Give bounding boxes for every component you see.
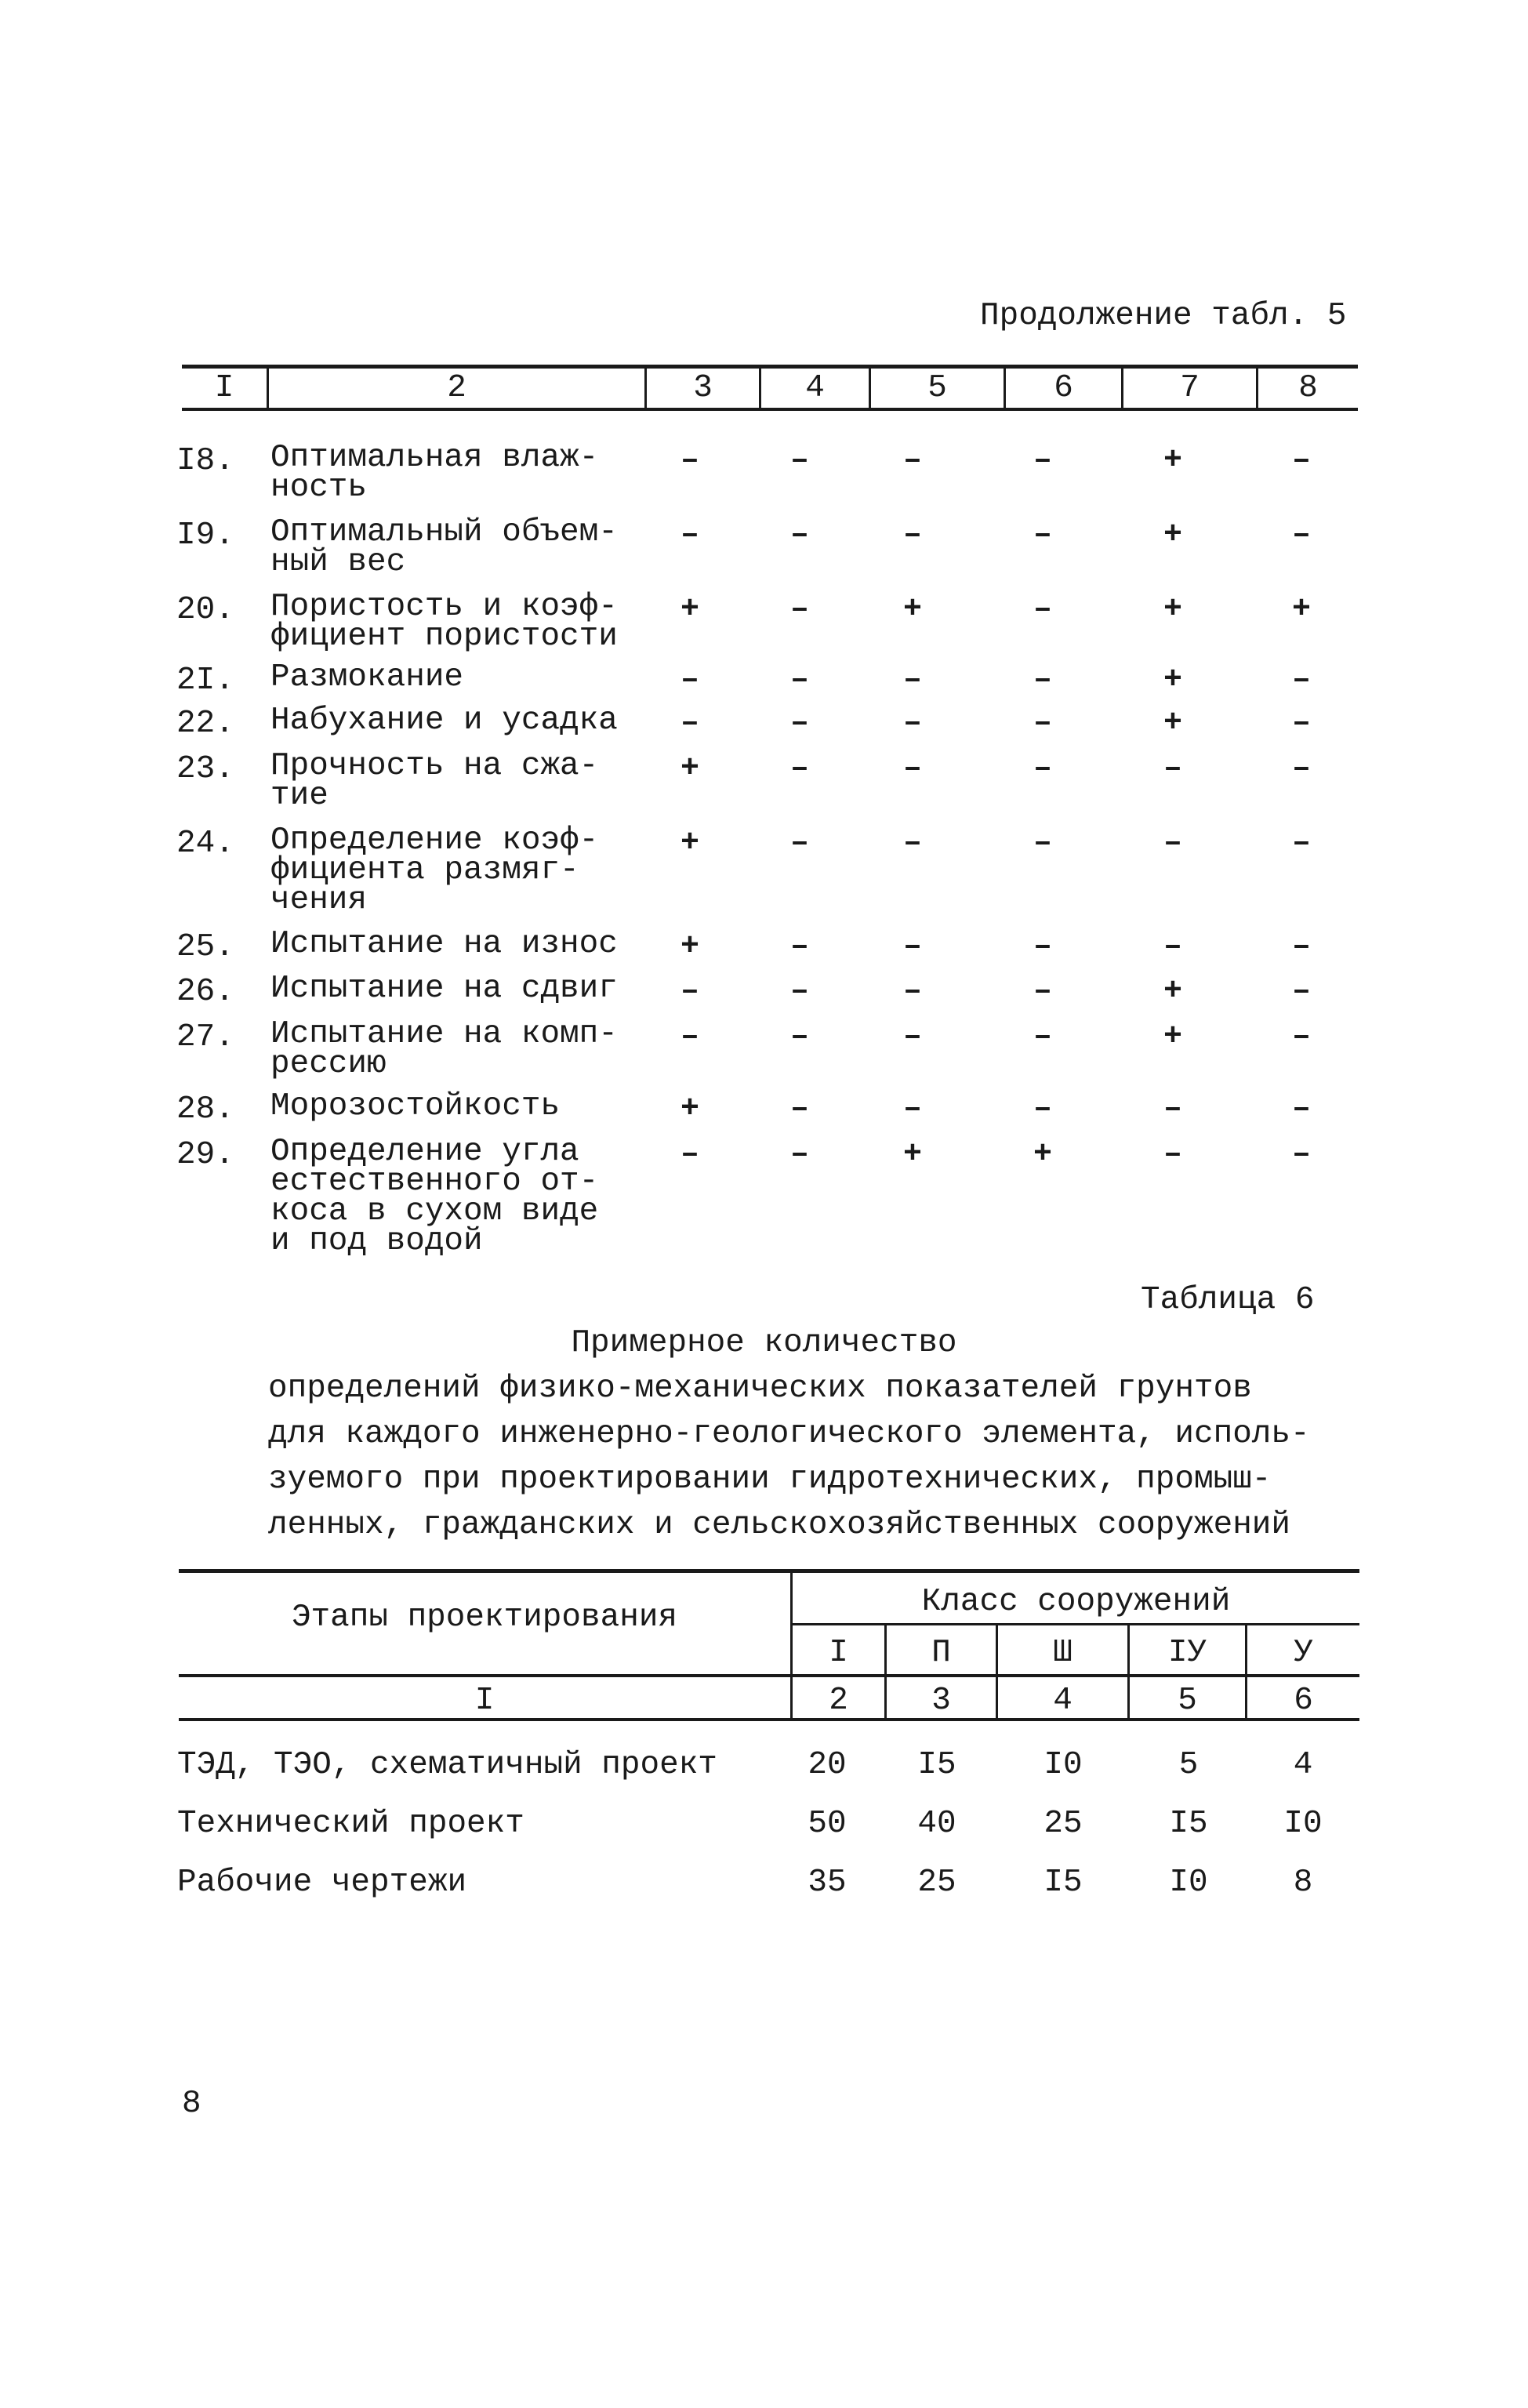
row-mark: – (1033, 443, 1052, 478)
row-mark: – (902, 929, 922, 964)
table5-col-header: 4 (805, 370, 825, 406)
row-mark: – (789, 518, 809, 553)
row-text: Испытание на износ (270, 926, 618, 962)
table6-value: 25 (917, 1865, 956, 1901)
row-mark: + (1033, 1137, 1052, 1172)
row-mark: – (902, 1019, 922, 1055)
table6-class-rule (790, 1623, 1359, 1625)
row-mark: – (680, 1019, 699, 1055)
row-mark: + (902, 1137, 922, 1172)
row-text: Определение угла естественного от- коса в сухом виде и под водой (270, 1134, 599, 1259)
row-mark: – (1033, 1091, 1052, 1127)
table6-subtitle-line: ленных, гражданских и сельскохозяйственных сооружений (268, 1507, 1291, 1543)
row-text: Прочность на сжа- тие (270, 748, 599, 814)
row-text: Определение коэф- фициента размяг- чения (270, 823, 599, 918)
row-mark: – (680, 518, 699, 553)
table6-num-header: 5 (1178, 1683, 1197, 1719)
table6-value: I5 (1169, 1806, 1208, 1842)
row-mark: – (789, 1137, 809, 1172)
table6-num-header: 4 (1053, 1683, 1073, 1719)
table6-stage-header: Этапы проектирования (291, 1600, 678, 1636)
table5-top-rule (182, 365, 1358, 369)
row-mark: – (1291, 706, 1311, 741)
row-mark: + (1163, 592, 1182, 627)
row-mark: – (1291, 1019, 1311, 1055)
row-mark: – (1291, 929, 1311, 964)
table6-class-col: Ш (1053, 1635, 1073, 1671)
row-mark: – (1291, 826, 1311, 861)
table6-num-header: 2 (829, 1683, 848, 1719)
row-text: Пористость и коэф- фициент пористости (270, 589, 618, 655)
row-mark: – (789, 1019, 809, 1055)
row-mark: – (680, 663, 699, 698)
table6-subtitle-line: определений физико-механических показателей грунтов (268, 1371, 1252, 1407)
row-mark: – (680, 706, 699, 741)
table6-stage: Рабочие чертежи (177, 1865, 467, 1901)
row-mark: – (1163, 929, 1182, 964)
row-mark: + (1163, 1019, 1182, 1055)
table6-class-col: У (1294, 1635, 1313, 1671)
row-text: Набухание и усадка (270, 703, 618, 739)
table6-value: I5 (917, 1747, 956, 1783)
row-mark: – (1291, 443, 1311, 478)
row-mark: – (680, 974, 699, 1009)
table5-col-header: 8 (1298, 370, 1318, 406)
table5-col-header: 2 (447, 370, 466, 406)
table6-subtitle-line: для каждого инженерно-геологического элемента, исполь- (268, 1416, 1310, 1452)
row-number: 24. (176, 826, 234, 862)
table6-value: 25 (1043, 1806, 1083, 1842)
row-number: 27. (176, 1019, 234, 1055)
row-mark: – (1291, 751, 1311, 786)
table5-col-header: I (214, 370, 234, 406)
row-mark: – (902, 974, 922, 1009)
table6-stage: Технический проект (177, 1806, 524, 1842)
row-mark: + (680, 826, 699, 861)
row-mark: – (789, 751, 809, 786)
table6-class-col: I (829, 1635, 848, 1671)
row-text: Оптимальная влаж- ность (270, 440, 599, 506)
row-number: 2I. (176, 663, 234, 699)
table6-class-col: П (931, 1635, 951, 1671)
row-mark: – (902, 663, 922, 698)
row-mark: – (1291, 518, 1311, 553)
row-mark: + (680, 592, 699, 627)
table6-value: 4 (1293, 1747, 1313, 1783)
row-mark: – (1033, 929, 1052, 964)
table6-value: 20 (808, 1747, 847, 1783)
row-mark: – (789, 826, 809, 861)
row-mark: – (1033, 518, 1052, 553)
row-mark: – (902, 826, 922, 861)
table5-col-header: 5 (927, 370, 947, 406)
table6-value: I0 (1043, 1747, 1083, 1783)
row-mark: – (902, 518, 922, 553)
table6-num-header: I (474, 1683, 495, 1719)
table6-value: 8 (1293, 1865, 1313, 1901)
row-mark: – (1163, 1137, 1182, 1172)
row-number: I8. (176, 443, 234, 479)
table6-title: Примерное количество (571, 1325, 957, 1361)
row-text: Испытание на сдвиг (270, 971, 618, 1007)
row-mark: – (789, 929, 809, 964)
table6-class-col: IУ (1167, 1635, 1207, 1671)
row-mark: + (1163, 706, 1182, 741)
row-mark: – (1291, 1091, 1311, 1127)
row-mark: – (902, 751, 922, 786)
row-mark: – (1163, 751, 1182, 786)
table6-value: I0 (1169, 1865, 1208, 1901)
row-mark: – (789, 974, 809, 1009)
row-mark: – (1033, 751, 1052, 786)
table5-col-header: 6 (1054, 370, 1073, 406)
table6-value: 35 (808, 1865, 847, 1901)
page-number: 8 (182, 2086, 201, 2122)
row-number: 29. (176, 1137, 234, 1173)
table6-num-header: 6 (1294, 1683, 1313, 1719)
row-mark: + (1163, 443, 1182, 478)
row-mark: – (789, 663, 809, 698)
table6-stage: ТЭД, ТЭО, схематичный проект (177, 1747, 717, 1783)
row-mark: + (1163, 974, 1182, 1009)
row-mark: – (789, 443, 809, 478)
row-mark: – (1033, 974, 1052, 1009)
row-mark: – (1291, 974, 1311, 1009)
table5-caption: Продолжение табл. 5 (980, 298, 1347, 334)
row-mark: – (680, 1137, 699, 1172)
table6-label: Таблица 6 (1141, 1282, 1315, 1318)
row-mark: – (789, 706, 809, 741)
table6-value: 40 (917, 1806, 956, 1842)
row-number: 25. (176, 929, 234, 965)
row-mark: – (680, 443, 699, 478)
row-mark: + (680, 751, 699, 786)
table6-header-rule (179, 1674, 1359, 1677)
row-mark: – (1033, 706, 1052, 741)
row-mark: – (789, 1091, 809, 1127)
row-mark: – (1033, 592, 1052, 627)
table6-class-header: Класс сооружений (921, 1584, 1231, 1620)
table5-col-header: 3 (693, 370, 713, 406)
row-number: 22. (176, 706, 234, 742)
row-mark: + (680, 929, 699, 964)
table6-num-header: 3 (931, 1683, 951, 1719)
row-mark: – (789, 592, 809, 627)
row-mark: – (1291, 1137, 1311, 1172)
table6-value: I0 (1283, 1806, 1323, 1842)
row-mark: – (1163, 826, 1182, 861)
table6-value: 5 (1178, 1747, 1199, 1783)
table5-header-rule (182, 408, 1358, 411)
row-number: 26. (176, 974, 234, 1010)
row-number: 20. (176, 592, 234, 628)
table6-value: I5 (1043, 1865, 1083, 1901)
row-mark: – (1033, 826, 1052, 861)
row-mark: + (1163, 663, 1182, 698)
table6-top-rule (179, 1569, 1359, 1573)
row-mark: + (902, 592, 922, 627)
row-number: I9. (176, 518, 234, 554)
row-mark: – (902, 706, 922, 741)
row-text: Оптимальный объем- ный вес (270, 514, 618, 580)
row-mark: – (1033, 663, 1052, 698)
row-mark: + (1291, 592, 1311, 627)
row-mark: + (1163, 518, 1182, 553)
row-text: Морозостойкость (270, 1088, 561, 1124)
table6-subtitle-line: зуемого при проектировании гидротехнических, промыш- (268, 1462, 1272, 1498)
row-number: 23. (176, 751, 234, 787)
row-mark: – (902, 443, 922, 478)
row-mark: + (680, 1091, 699, 1127)
row-mark: – (1033, 1019, 1052, 1055)
table5-col-header: 7 (1180, 370, 1200, 406)
row-mark: – (902, 1091, 922, 1127)
row-text: Испытание на комп- рессию (270, 1016, 618, 1082)
table6-value: 50 (808, 1806, 847, 1842)
row-text: Размокание (270, 659, 464, 696)
row-number: 28. (176, 1091, 234, 1128)
row-mark: – (1163, 1091, 1182, 1127)
row-mark: – (1291, 663, 1311, 698)
